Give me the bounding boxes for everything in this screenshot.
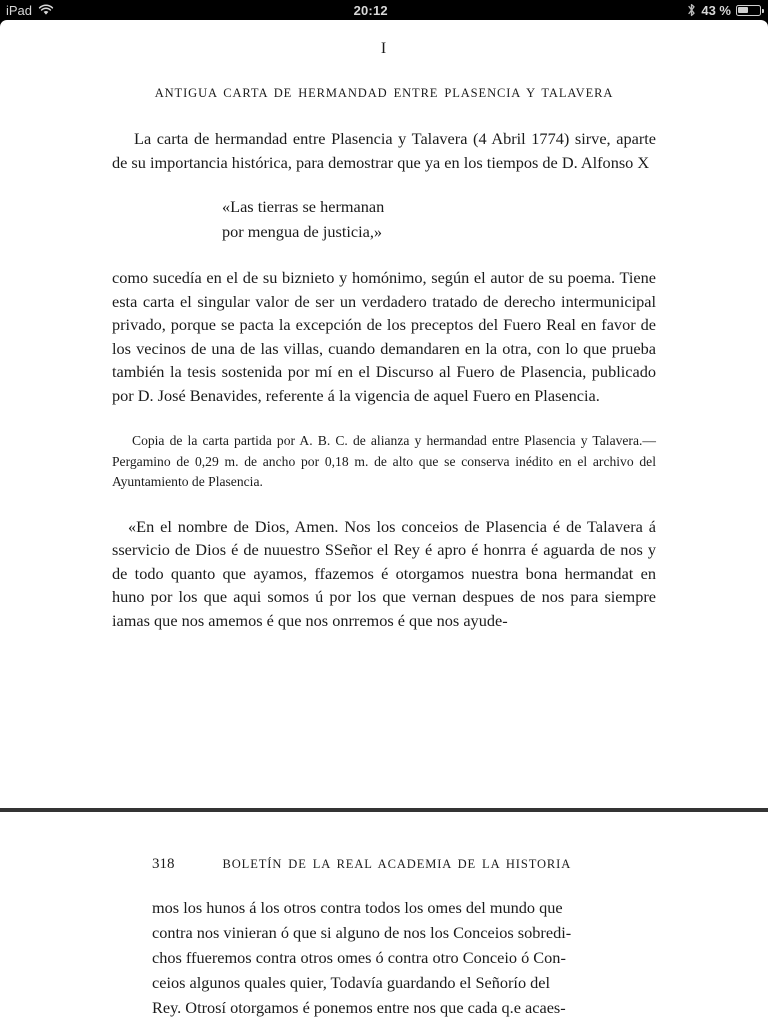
verse-line-2: por mengua de justicia,» <box>222 222 383 241</box>
running-head-title: BOLETÍN DE LA REAL ACADEMIA DE LA HISTORIA <box>222 857 572 871</box>
scanned-page-bottom[interactable] <box>0 812 768 1024</box>
charter-line-4: ceios algunos quales quier, Todavía guardando el Señorío del <box>152 973 551 992</box>
paragraph-intro: La carta de hermandad entre Plasencia y Talavera (4 Abril 1774) sirve, aparte de su importancia histórica, para demostrar que ya en los tiempos de D. Alfonso X <box>112 129 656 172</box>
charter-line-2: contra nos vinieran ó que si alguno de nos los Conceios sobredi- <box>152 923 572 942</box>
charter-line-1: mos los hunos á los otros contra todos los omes del mundo que <box>152 898 563 917</box>
scanned-page-top[interactable] <box>0 20 768 808</box>
document-viewer[interactable] <box>0 20 768 1024</box>
paragraph-source-note: Copia de la carta partida por A. B. C. de alianza y hermandad entre Plasencia y Talavera.—Pergamino de 0,29 m. de ancho por 0,18 m. de alto que se conserva inédito en el archivo del Ayuntamiento de Plasencia. <box>112 433 656 489</box>
wifi-icon <box>38 4 54 16</box>
battery-percent-label: 43 % <box>701 2 731 18</box>
page-top-body <box>112 127 656 632</box>
running-head <box>0 856 768 873</box>
charter-line-5: Rey. Otrosí otorgamos é ponemos entre nos que cada q.e acaes- <box>152 998 566 1017</box>
paragraph-main: como sucedía en el de su biznieto y homónimo, según el autor de su poema. Tiene esta carta el singular valor de ser un verdadero tratado de derecho intermunicipal privado, porque se pacta la excepción de los preceptos del Fuero Real en favor de los vecinos de una de las villas, cuando demandaren en la otra, con lo que prueba también la tesis sostenida por mí en el Discurso al Fuero de Plasencia, publicado por D. José Benavides, referente á la vigencia de aquel Fuero en Plasencia. <box>112 268 656 405</box>
page-bottom-body <box>152 895 680 1020</box>
status-bar-clock: 20:12 <box>353 2 388 18</box>
battery-icon <box>736 5 761 16</box>
charter-line-3: chos ffueremos contra otros omes ó contra otro Conceio ó Con- <box>152 948 566 967</box>
carrier-label: iPad <box>6 2 33 18</box>
paragraph-charter-quote: «En el nombre de Dios, Amen. Nos los conceios de Plasencia é de Talavera á sservicio de Dios é de nuuestro SSeñor el Rey é apro é honrra é aguarda de nos y de todo quanto que ayamos, ffazemos é otorgamos nuestra bona hermandat en huno por los que aqui somos ú por los que vernan despues de nos para siempre iamas que nos amemos é que nos onrremos é que nos ayude- <box>112 516 656 630</box>
paragraph-charter-continued <box>152 895 680 1020</box>
verse-line-1: «Las tierras se hermanan <box>222 197 385 216</box>
verse-quotation <box>112 194 656 244</box>
bluetooth-icon <box>687 3 696 17</box>
status-bar-left-group <box>0 3 54 18</box>
article-title: ANTIGUA CARTA DE HERMANDAD ENTRE PLASENCIA Y TALAVERA <box>154 86 614 100</box>
status-bar-right-group <box>687 3 768 18</box>
folio-number: 318 <box>152 856 175 872</box>
ios-status-bar <box>0 0 768 20</box>
chapter-numeral: I <box>380 40 388 57</box>
